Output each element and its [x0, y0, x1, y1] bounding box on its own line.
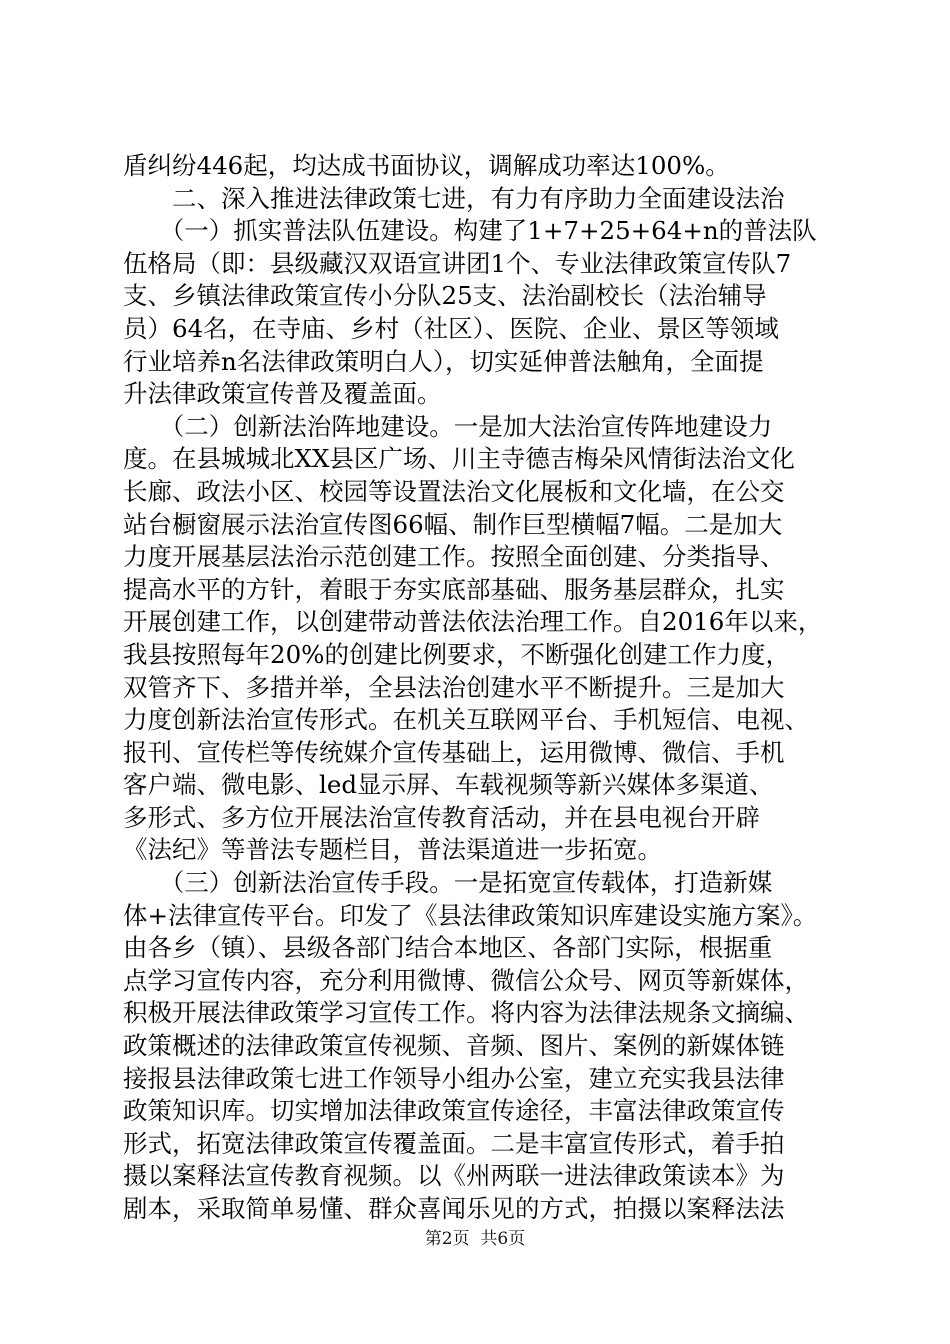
text-line: 伍格局（即：县级藏汉双语宣讲团1个、专业法律政策宣传队7 — [123, 248, 792, 278]
text-line: 政策概述的法律政策宣传视频、音频、图片、案例的新媒体链 — [123, 1031, 785, 1061]
text-line: 支、乡镇法律政策宣传小分队25支、法治副校长（法治辅导 — [123, 281, 767, 311]
text-line: 接报县法律政策七进工作领导小组办公室，建立充实我县法律 — [123, 1063, 785, 1093]
text-line: 长廊、政法小区、校园等设置法治文化展板和文化墙，在公交 — [123, 476, 785, 506]
text-line: （一）抓实普法队伍建设。构建了1+7+25+64+n的普法队 — [123, 216, 817, 246]
text-line: 升法律政策宣传普及覆盖面。 — [123, 379, 442, 409]
text-line: 开展创建工作，以创建带动普法依法治理工作。自2016年以来， — [123, 607, 823, 637]
page-footer: 第2页 共6页 — [424, 1229, 526, 1249]
text-line: 体+法律宣传平台。印发了《县法律政策知识库建设实施方案》。 — [123, 900, 818, 930]
text-line: 报刊、宣传栏等传统媒介宣传基础上，运用微博、微信、手机 — [123, 737, 785, 767]
text-line: 力度创新法治宣传形式。在机关互联网平台、手机短信、电视、 — [123, 705, 809, 735]
text-line: 剧本，采取简单易懂、群众喜闻乐见的方式，拍摄以案释法法 — [123, 1194, 785, 1223]
text-line: 员）64名，在寺庙、乡村（社区）、医院、企业、景区等领域 — [123, 313, 779, 343]
text-line: 《法纪》等普法专题栏目，普法渠道进一步拓宽。 — [123, 835, 662, 865]
text-line: 我县按照每年20%的创建比例要求，不断强化创建工作力度， — [123, 639, 790, 669]
text-line: 站台橱窗展示法治宣传图66幅、制作巨型横幅7幅。二是加大 — [123, 509, 783, 539]
text-line: 摄以案释法宣传教育视频。以《州两联一进法律政策读本》为 — [123, 1161, 785, 1191]
text-line: 双管齐下、多措并举，全县法治创建水平不断提升。三是加大 — [123, 672, 785, 702]
text-line: 二、深入推进法律政策七进，有力有序助力全面建设法治 — [123, 183, 785, 213]
body-text — [123, 150, 835, 1226]
text-line: 形式，拓宽法律政策宣传覆盖面。二是丰富宣传形式，着手拍 — [123, 1128, 785, 1158]
text-line: 政策知识库。切实增加法律政策宣传途径，丰富法律政策宣传 — [123, 1096, 785, 1126]
text-line: 点学习宣传内容，充分利用微博、微信公众号、网页等新媒体， — [123, 965, 809, 995]
text-line: 盾纠纷446起，均达成书面协议，调解成功率达100%。 — [123, 151, 730, 180]
text-line: 力度开展基层法治示范创建工作。按照全面创建、分类指导、 — [123, 542, 785, 572]
text-line: 提高水平的方针，着眼于夯实底部基础、服务基层群众，扎实 — [123, 574, 785, 604]
text-line: （三）创新法治宣传手段。一是拓宽宣传载体，打造新媒 — [123, 868, 773, 898]
text-line: 行业培养n名法律政策明白人），切实延伸普法触角，全面提 — [123, 346, 764, 376]
text-line: 多形式、多方位开展法治宣传教育活动，并在县电视台开辟 — [123, 802, 760, 832]
text-line: 积极开展法律政策学习宣传工作。将内容为法律法规条文摘编、 — [123, 998, 809, 1028]
text-line: 由各乡（镇）、县级各部门结合本地区、各部门实际，根据重 — [123, 933, 773, 963]
text-line: （二）创新法治阵地建设。一是加大法治宣传阵地建设力 — [123, 411, 773, 441]
text-line: 客户端、微电影、led显示屏、车载视频等新兴媒体多渠道、 — [123, 770, 774, 800]
text-line: 度。在县城城北XX县区广场、川主寺德吉梅朵风情街法治文化 — [123, 444, 795, 474]
